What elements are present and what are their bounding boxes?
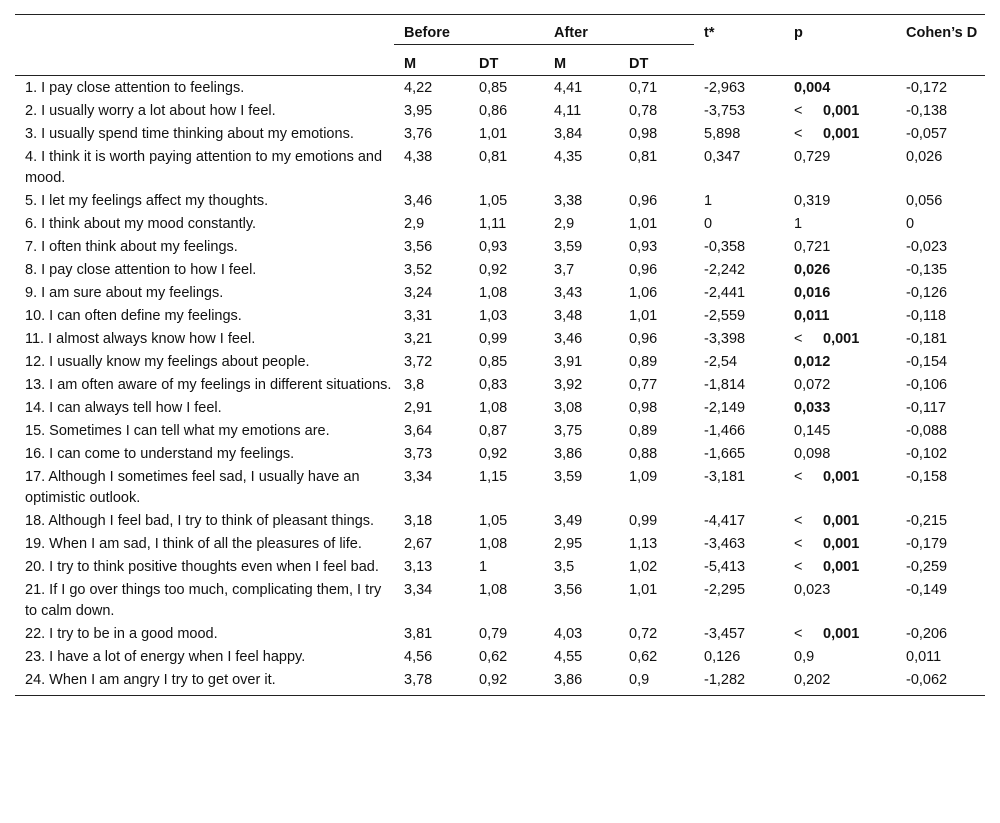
after-mean: 3,7 <box>554 262 575 278</box>
header-after: After <box>544 15 694 45</box>
item-text: 3. I usually spend time thinking about my emotions. <box>25 126 354 142</box>
item-text: 14. I can always tell how I feel. <box>25 400 222 416</box>
cohens-d: 0,011 <box>906 649 942 665</box>
item-text: 13. I am often aware of my feelings in different situations. <box>25 377 392 393</box>
before-dt: 1,08 <box>479 400 508 416</box>
before-dt: 1,11 <box>479 216 507 232</box>
table-row <box>15 556 985 579</box>
cohens-d: -0,158 <box>906 469 948 485</box>
after-mean: 2,9 <box>554 216 575 232</box>
t-value: -3,398 <box>704 331 746 347</box>
p-value <box>784 351 896 374</box>
before-dt: 0,85 <box>479 80 508 96</box>
after-dt: 0,88 <box>629 446 658 462</box>
after-dt: 0,96 <box>629 262 658 278</box>
before-mean: 3,34 <box>404 582 433 598</box>
p-value <box>784 146 896 190</box>
p-value <box>784 646 896 669</box>
p-value <box>784 259 896 282</box>
p-number: 0,098 <box>794 446 831 462</box>
item-text: 24. When I am angry I try to get over it. <box>15 669 394 696</box>
table-row <box>15 623 985 646</box>
header-row-groups <box>15 15 985 45</box>
p-number: 0,145 <box>794 423 831 439</box>
table-row <box>15 669 985 696</box>
before-dt: 1,05 <box>479 193 508 209</box>
t-value: -3,181 <box>704 469 746 485</box>
after-mean: 3,5 <box>554 559 575 575</box>
t-value: -2,242 <box>704 262 746 278</box>
p-value <box>784 466 896 510</box>
cohens-d: -0,062 <box>896 669 985 696</box>
results-table <box>15 14 985 696</box>
before-dt: 0,79 <box>479 626 508 642</box>
p-number: 0,729 <box>794 149 831 165</box>
p-number: 0,001 <box>823 513 860 529</box>
table-row <box>15 579 985 623</box>
before-dt: 0,85 <box>479 354 508 370</box>
p-value <box>784 305 896 328</box>
t-value: 5,898 <box>704 126 741 142</box>
t-value: -5,413 <box>704 559 746 575</box>
p-number: 0,721 <box>794 239 831 255</box>
table-body <box>15 76 985 696</box>
before-mean: 3,76 <box>404 126 433 142</box>
t-value: -3,457 <box>704 626 746 642</box>
after-mean: 4,03 <box>554 626 583 642</box>
after-dt: 0,62 <box>629 649 658 665</box>
after-mean: 3,92 <box>554 377 583 393</box>
less-than-sign: < <box>794 626 803 642</box>
before-dt: 1,01 <box>479 126 508 142</box>
header-after-m: M <box>544 45 619 76</box>
cohens-d: -0,088 <box>906 423 948 439</box>
table-row <box>15 282 985 305</box>
item-text: 23. I have a lot of energy when I feel happy. <box>25 649 306 665</box>
p-value <box>784 443 896 466</box>
item-text: 16. I can come to understand my feelings. <box>25 446 295 462</box>
p-value <box>784 623 896 646</box>
table-row <box>15 146 985 190</box>
cohens-d: 0,026 <box>906 149 943 165</box>
table-row <box>15 213 985 236</box>
after-mean: 2,95 <box>554 536 583 552</box>
cohens-d: -0,102 <box>906 446 948 462</box>
table-row <box>15 443 985 466</box>
before-mean: 3,31 <box>404 308 433 324</box>
item-text: 15. Sometimes I can tell what my emotions are. <box>25 423 330 439</box>
table-row <box>15 374 985 397</box>
p-value <box>784 213 896 236</box>
p-value <box>784 510 896 533</box>
before-mean: 3,64 <box>404 423 433 439</box>
less-than-sign: < <box>794 559 803 575</box>
item-text: 20. I try to think positive thoughts even when I feel bad. <box>25 559 379 575</box>
before-mean: 3,24 <box>404 285 433 301</box>
t-value: 0,347 <box>704 149 741 165</box>
p-number: 0,001 <box>823 103 860 119</box>
t-value: -2,149 <box>704 400 746 416</box>
t-value: -2,559 <box>704 308 746 324</box>
after-mean: 4,35 <box>554 149 583 165</box>
item-text: 5. I let my feelings affect my thoughts. <box>25 193 269 209</box>
before-dt: 0,92 <box>479 262 508 278</box>
after-dt: 1,02 <box>629 559 658 575</box>
after-dt: 0,98 <box>629 126 658 142</box>
table-row <box>15 76 985 101</box>
p-value <box>784 533 896 556</box>
p-number: 0,033 <box>794 400 831 416</box>
cohens-d: -0,126 <box>906 285 948 301</box>
before-mean: 3,95 <box>404 103 433 119</box>
item-text: 21. If I go over things too much, complicating them, I try to calm down. <box>25 582 382 619</box>
after-dt: 0,93 <box>629 239 658 255</box>
after-dt: 1,06 <box>629 285 658 301</box>
p-value <box>784 556 896 579</box>
cohens-d: -0,023 <box>906 239 948 255</box>
cohens-d: -0,118 <box>906 308 947 324</box>
t-value: -3,463 <box>704 536 746 552</box>
p-number: 0,016 <box>794 285 831 301</box>
table-row <box>15 646 985 669</box>
before-dt: 0,81 <box>479 149 508 165</box>
table-row <box>15 533 985 556</box>
table-row <box>15 328 985 351</box>
cohens-d: -0,149 <box>906 582 948 598</box>
cohens-d: -0,179 <box>906 536 948 552</box>
t-value: -2,963 <box>704 80 746 96</box>
item-text: 9. I am sure about my feelings. <box>25 285 224 301</box>
table-row <box>15 420 985 443</box>
before-dt: 0,92 <box>479 446 508 462</box>
t-value: 0 <box>704 216 713 232</box>
p-number: 0,001 <box>823 126 860 142</box>
t-value: -1,665 <box>704 446 746 462</box>
before-mean: 4,38 <box>404 149 433 165</box>
cohens-d: -0,172 <box>906 80 948 96</box>
table-row <box>15 236 985 259</box>
t-value: -2,295 <box>704 582 746 598</box>
after-dt: 0,96 <box>629 331 658 347</box>
item-text: 10. I can often define my feelings. <box>25 308 242 324</box>
table-row <box>15 259 985 282</box>
before-dt: 1 <box>479 559 488 575</box>
p-number: 0,001 <box>823 536 860 552</box>
before-dt: 0,93 <box>479 239 508 255</box>
cohens-d: -0,106 <box>906 377 948 393</box>
after-mean: 3,59 <box>554 239 583 255</box>
item-text: 19. When I am sad, I think of all the pleasures of life. <box>25 536 362 552</box>
after-dt: 1,13 <box>629 536 658 552</box>
cohens-d: -0,259 <box>906 559 948 575</box>
t-value: -1,282 <box>694 669 784 696</box>
p-number: 0,001 <box>823 469 860 485</box>
p-value <box>784 397 896 420</box>
header-t: t* <box>694 15 784 76</box>
t-value: 1 <box>704 193 713 209</box>
results-table-container <box>15 14 985 696</box>
after-mean: 3,49 <box>554 513 583 529</box>
before-mean: 2,67 <box>404 536 433 552</box>
t-value: -1,814 <box>704 377 746 393</box>
p-value <box>784 236 896 259</box>
p-value <box>784 328 896 351</box>
cohens-d: -0,154 <box>906 354 948 370</box>
after-dt: 0,71 <box>629 80 658 96</box>
header-before-dt: DT <box>469 45 544 76</box>
after-dt: 1,01 <box>629 582 658 598</box>
before-dt: 1,08 <box>479 536 508 552</box>
t-value: -2,54 <box>704 354 738 370</box>
item-text: 22. I try to be in a good mood. <box>25 626 218 642</box>
header-after-dt: DT <box>619 45 694 76</box>
p-number: 0,004 <box>794 80 831 96</box>
header-p: p <box>784 15 896 76</box>
t-value: -4,417 <box>704 513 746 529</box>
table-row <box>15 100 985 123</box>
after-dt: 0,96 <box>629 193 658 209</box>
after-dt: 0,98 <box>629 400 658 416</box>
before-mean: 3,21 <box>404 331 433 347</box>
item-text: 18. Although I feel bad, I try to think of pleasant things. <box>25 513 375 529</box>
before-mean: 3,81 <box>404 626 433 642</box>
cohens-d: -0,138 <box>906 103 948 119</box>
item-text: 8. I pay close attention to how I feel. <box>25 262 257 278</box>
after-mean: 4,41 <box>554 80 583 96</box>
before-dt: 1,08 <box>479 582 508 598</box>
item-text: 11. I almost always know how I feel. <box>25 331 256 347</box>
before-dt: 1,05 <box>479 513 508 529</box>
before-mean: 3,8 <box>404 377 425 393</box>
before-dt: 0,62 <box>479 649 508 665</box>
before-dt: 1,15 <box>479 469 508 485</box>
t-value: -3,753 <box>704 103 746 119</box>
cohens-d: 0,056 <box>906 193 943 209</box>
after-mean: 4,55 <box>554 649 583 665</box>
less-than-sign: < <box>794 331 803 347</box>
p-value <box>784 123 896 146</box>
cohens-d: -0,117 <box>906 400 947 416</box>
after-dt: 1,09 <box>629 469 658 485</box>
before-mean: 3,13 <box>404 559 433 575</box>
p-value <box>784 420 896 443</box>
item-text: 6. I think about my mood constantly. <box>25 216 257 232</box>
cohens-d: -0,206 <box>906 626 948 642</box>
p-value <box>784 282 896 305</box>
table-row <box>15 351 985 374</box>
cohens-d: -0,135 <box>906 262 948 278</box>
p-number: 0,001 <box>823 559 860 575</box>
after-dt: 0,78 <box>629 103 658 119</box>
after-mean: 3,38 <box>554 193 583 209</box>
p-number: 0,001 <box>823 331 860 347</box>
after-dt: 0,72 <box>629 626 658 642</box>
after-dt: 1,01 <box>629 216 658 232</box>
item-text: 12. I usually know my feelings about people. <box>25 354 310 370</box>
before-dt: 1,03 <box>479 308 508 324</box>
item-text: 2. I usually worry a lot about how I feel. <box>25 103 276 119</box>
p-number: 0,011 <box>794 308 830 324</box>
less-than-sign: < <box>794 469 803 485</box>
table-row <box>15 510 985 533</box>
item-text: 17. Although I sometimes feel sad, I usually have an optimistic outlook. <box>25 469 360 506</box>
before-mean: 3,56 <box>404 239 433 255</box>
after-dt: 0,9 <box>619 669 694 696</box>
t-value: 0,126 <box>704 649 741 665</box>
before-mean: 3,73 <box>404 446 433 462</box>
after-dt: 0,81 <box>629 149 658 165</box>
after-mean: 3,86 <box>544 669 619 696</box>
before-mean: 2,91 <box>404 400 433 416</box>
item-text: 7. I often think about my feelings. <box>25 239 238 255</box>
less-than-sign: < <box>794 513 803 529</box>
before-dt: 0,99 <box>479 331 508 347</box>
p-number: 1 <box>794 216 803 232</box>
p-value <box>784 669 896 696</box>
before-dt: 0,83 <box>479 377 508 393</box>
before-mean: 3,18 <box>404 513 433 529</box>
after-mean: 3,59 <box>554 469 583 485</box>
table-row <box>15 466 985 510</box>
header-before-m: M <box>394 45 469 76</box>
after-dt: 1,01 <box>629 308 658 324</box>
before-mean: 3,72 <box>404 354 433 370</box>
before-mean: 3,46 <box>404 193 433 209</box>
p-number: 0,319 <box>794 193 831 209</box>
before-mean: 4,22 <box>404 80 433 96</box>
after-mean: 4,11 <box>554 103 582 119</box>
table-row <box>15 190 985 213</box>
header-item-blank <box>15 15 394 76</box>
header-cohens-d: Cohen’s D <box>896 15 985 76</box>
t-value: -2,441 <box>704 285 746 301</box>
before-mean: 2,9 <box>404 216 425 232</box>
before-mean: 3,34 <box>404 469 433 485</box>
table-row <box>15 123 985 146</box>
before-dt: 0,92 <box>469 669 544 696</box>
after-dt: 0,89 <box>629 354 658 370</box>
p-number: 0,001 <box>823 626 860 642</box>
p-value <box>784 76 896 101</box>
p-number: 0,072 <box>794 377 831 393</box>
after-dt: 0,89 <box>629 423 658 439</box>
after-mean: 3,48 <box>554 308 583 324</box>
table-row <box>15 397 985 420</box>
after-mean: 3,84 <box>554 126 583 142</box>
after-mean: 3,08 <box>554 400 583 416</box>
before-dt: 0,86 <box>479 103 508 119</box>
before-mean: 3,78 <box>394 669 469 696</box>
after-mean: 3,46 <box>554 331 583 347</box>
cohens-d: -0,057 <box>906 126 948 142</box>
t-value: -0,358 <box>704 239 746 255</box>
table-row <box>15 305 985 328</box>
after-mean: 3,86 <box>554 446 583 462</box>
less-than-sign: < <box>794 126 803 142</box>
p-number: 0,202 <box>794 672 831 688</box>
t-value: -1,466 <box>704 423 746 439</box>
p-value <box>784 190 896 213</box>
item-text: 4. I think it is worth paying attention to my emotions and mood. <box>25 149 383 186</box>
after-dt: 0,77 <box>629 377 658 393</box>
header-before: Before <box>394 15 544 45</box>
p-number: 0,023 <box>794 582 831 598</box>
before-dt: 1,08 <box>479 285 508 301</box>
before-dt: 0,87 <box>479 423 508 439</box>
after-mean: 3,91 <box>554 354 583 370</box>
after-mean: 3,56 <box>554 582 583 598</box>
less-than-sign: < <box>794 536 803 552</box>
item-text: 1. I pay close attention to feelings. <box>25 80 245 96</box>
after-mean: 3,43 <box>554 285 583 301</box>
after-dt: 0,99 <box>629 513 658 529</box>
cohens-d: 0 <box>906 216 915 232</box>
before-mean: 3,52 <box>404 262 433 278</box>
p-value <box>784 100 896 123</box>
p-value <box>784 374 896 397</box>
cohens-d: -0,181 <box>906 331 948 347</box>
before-mean: 4,56 <box>404 649 433 665</box>
p-number: 0,012 <box>794 354 831 370</box>
less-than-sign: < <box>794 103 803 119</box>
cohens-d: -0,215 <box>906 513 948 529</box>
p-number: 0,026 <box>794 262 831 278</box>
p-value <box>784 579 896 623</box>
after-mean: 3,75 <box>554 423 583 439</box>
p-number: 0,9 <box>794 649 815 665</box>
